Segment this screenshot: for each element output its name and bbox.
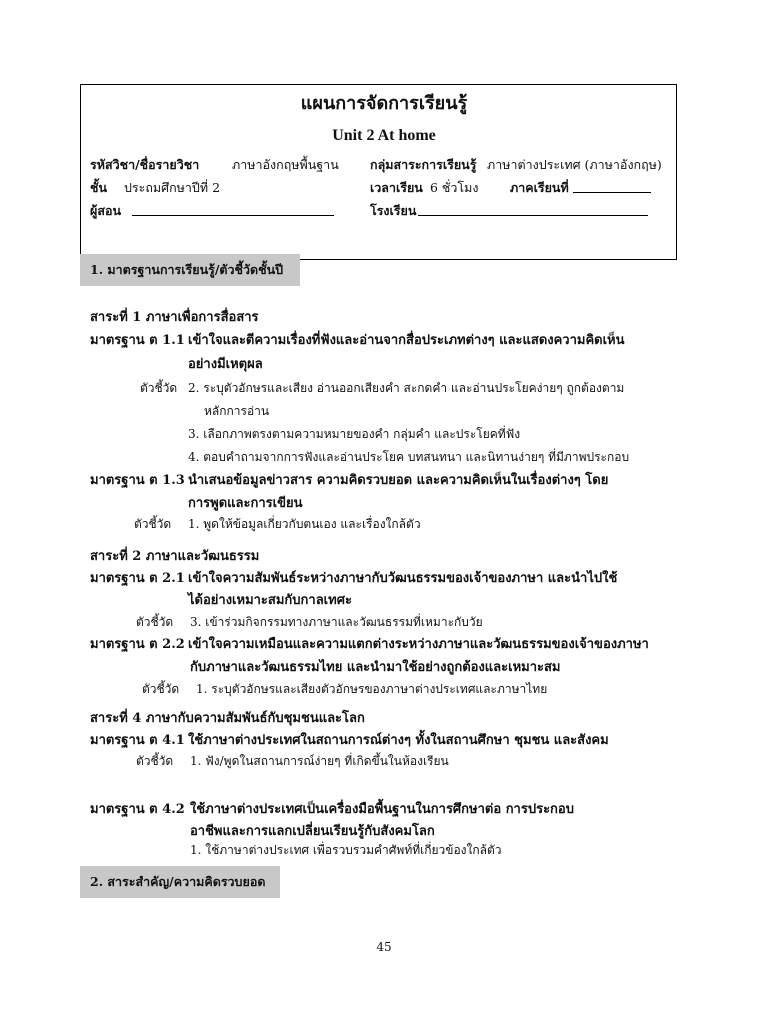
std42-label: มาตรฐาน ต 4.2 xyxy=(90,802,185,817)
std22-text-2: กับภาษาและวัฒนธรรมไทย และนำมาใช้อย่างถูกต้องและเหมาะสม xyxy=(190,660,561,675)
teacher-blank xyxy=(132,201,334,216)
unit-title: Unit 2 At home xyxy=(332,127,436,144)
indicator-21-3: 3. เข้าร่วมกิจกรรมทางภาษาและวัฒนธรรมที่เหมาะกับวัย xyxy=(190,615,483,629)
std13-text-1: นำเสนอข้อมูลข่าวสาร ความคิดรวบยอด และความคิดเห็นในเรื่องต่างๆ โดย xyxy=(188,473,609,488)
std42-text-2: อาชีพและการแลกเปลี่ยนเรียนรู้กับสังคมโลก xyxy=(190,824,435,839)
std41-label: มาตรฐาน ต 4.1 xyxy=(90,733,185,748)
std11-text-2: อย่างมีเหตุผล xyxy=(188,357,263,372)
indicator-41-1: 1. ฟัง/พูดในสถานการณ์ง่ายๆ ที่เกิดขึ้นในห้องเรียน xyxy=(190,754,449,768)
subject-name: ภาษาอังกฤษพื้นฐาน xyxy=(232,157,339,172)
std11-text-1: เข้าใจและตีความเรื่องที่ฟังและอ่านจากสื่อประเภทต่างๆ และแสดงความคิดเห็น xyxy=(188,333,625,348)
indicator-42-1: 1. ใช้ภาษาต่างประเทศ เพื่อรวบรวมคำศัพท์ที่เกี่ยวข้องใกล้ตัว xyxy=(190,843,502,857)
subject-code-label: รหัสวิชา/ชื่อรายวิชา xyxy=(90,157,200,172)
school-label: โรงเรียน xyxy=(370,203,417,218)
indicator-label: ตัวชี้วัด xyxy=(136,615,174,629)
strand2-title: สาระที่ 2 ภาษาและวัฒนธรรม xyxy=(90,549,260,564)
grade-label: ชั้น xyxy=(90,180,108,195)
semester-blank xyxy=(573,178,651,193)
std22-text-1: เข้าใจความเหมือนและความแตกต่างระหว่างภาษาและวัฒนธรรมของเจ้าของภาษา xyxy=(188,637,649,652)
std21-text-1: เข้าใจความสัมพันธ์ระหว่างภาษากับวัฒนธรรมของเจ้าของภาษา และนำไปใช้ xyxy=(188,571,618,586)
learning-area-label: กลุ่มสาระการเรียนรู้ xyxy=(370,157,477,172)
std41-text-1: ใช้ภาษาต่างประเทศในสถานการณ์ต่างๆ ทั้งในสถานศึกษา ชุมชน และสังคม xyxy=(188,733,609,748)
indicator-11-3: 3. เลือกภาพตรงตามความหมายของคำ กลุ่มคำ และประโยคที่ฟัง xyxy=(188,427,521,441)
teacher-label: ผู้สอน xyxy=(90,203,122,218)
grade-value: ประถมศึกษาปีที่ 2 xyxy=(124,180,221,195)
indicator-label: ตัวชี้วัด xyxy=(136,754,174,768)
std21-text-2: ได้อย่างเหมาะสมกับกาลเทศะ xyxy=(188,593,352,608)
section1-title: 1. มาตรฐานการเรียนรู้/ตัวชี้วัดชั้นปี xyxy=(80,254,300,286)
time-value: 6 ชั่วโมง xyxy=(430,180,479,195)
std13-text-2: การพูดและการเขียน xyxy=(188,496,303,511)
std42-text-1: ใช้ภาษาต่างประเทศเป็นเครื่องมือพื้นฐานในการศึกษาต่อ การประกอบ xyxy=(190,802,574,817)
learning-area-value: ภาษาต่างประเทศ (ภาษาอังกฤษ) xyxy=(487,157,662,172)
std11-label: มาตรฐาน ต 1.1 xyxy=(90,333,185,348)
section2-title: 2. สาระสำคัญ/ความคิดรวบยอด xyxy=(80,866,280,898)
strand4-title: สาระที่ 4 ภาษากับความสัมพันธ์กับชุมชนและโลก xyxy=(90,711,365,726)
indicator-11-4: 4. ตอบคำถามจากการฟังและอ่านประโยค บทสนทนา และนิทานง่ายๆ ที่มีภาพประกอบ xyxy=(188,450,630,464)
indicator-label: ตัวชี้วัด xyxy=(142,682,180,696)
school-blank xyxy=(418,201,648,216)
indicator-22-1: 1. ระบุตัวอักษรและเสียงตัวอักษรของภาษาต่างประเทศและภาษาไทย xyxy=(196,682,548,696)
plan-title: แผนการจัดการเรียนรู้ xyxy=(300,93,468,114)
std22-label: มาตรฐาน ต 2.2 xyxy=(90,637,185,652)
time-label: เวลาเรียน xyxy=(370,180,423,195)
page-number: 45 xyxy=(376,940,392,954)
indicator-13-1: 1. พูดให้ข้อมูลเกี่ยวกับตนเอง และเรื่องใกล้ตัว xyxy=(188,517,421,531)
strand1-title: สาระที่ 1 ภาษาเพื่อการสื่อสาร xyxy=(90,310,259,325)
indicator-label: ตัวชี้วัด xyxy=(134,517,172,531)
indicator-11-2-line1: 2. ระบุตัวอักษรและเสียง อ่านออกเสียงคำ สะกดคำ และอ่านประโยคง่ายๆ ถูกต้องตาม xyxy=(188,381,625,395)
indicator-label: ตัวชี้วัด xyxy=(140,381,178,395)
semester-label: ภาคเรียนที่ xyxy=(510,180,569,195)
std13-label: มาตรฐาน ต 1.3 xyxy=(90,473,185,488)
indicator-11-2-line2: หลักการอ่าน xyxy=(204,404,270,418)
std21-label: มาตรฐาน ต 2.1 xyxy=(90,571,185,586)
